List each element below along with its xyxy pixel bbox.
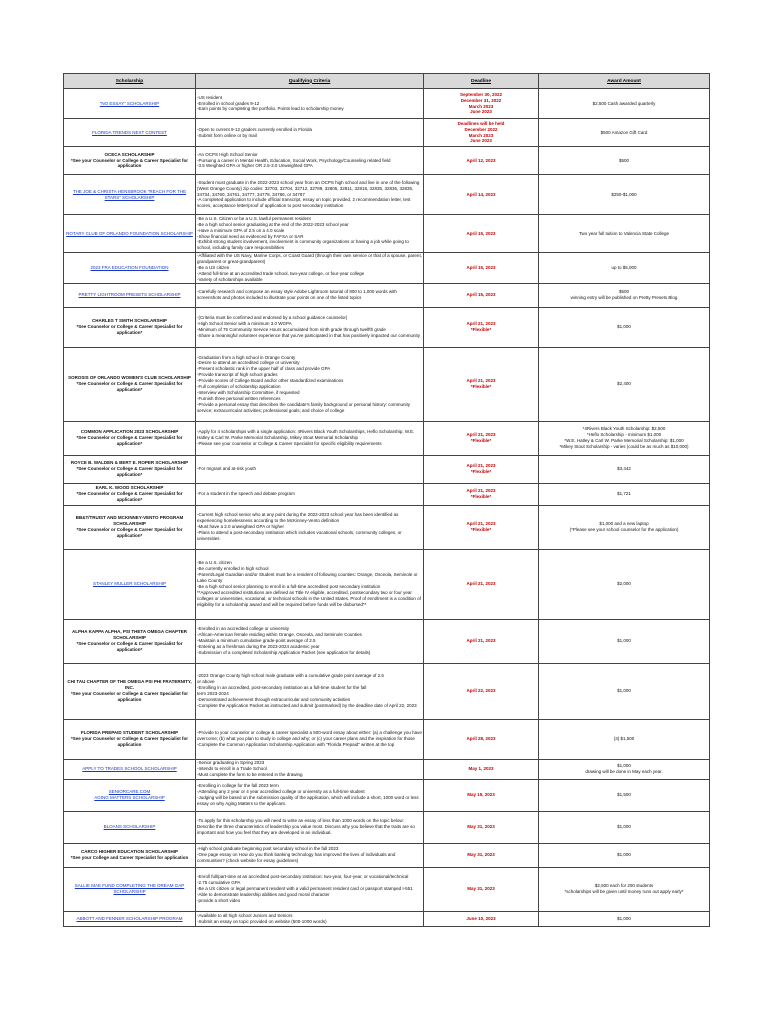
scholarship-table [63, 73, 710, 927]
criteria-cell: -Available to all high school Juniors and Seniors -Submit an essay on topic provided on website (500-1000 words) [196, 911, 424, 926]
award-cell: $1,000 [539, 843, 710, 867]
table-row [64, 283, 710, 307]
deadline-cell: May 31, 2023 [424, 811, 539, 843]
criteria-cell: -Carefully research and compose an essay style Adobe Lightroom tutorial of 800 to 1,000 words with screenshots and photos included to illustrate your points on one of the listed topics [196, 283, 424, 307]
table-row [64, 843, 710, 867]
table-row [64, 253, 710, 284]
award-cell: $500 Amazon Gift Card [539, 119, 710, 147]
scholarship-name[interactable]: 2023 FRA EDUCATION FOUNDATION [64, 253, 196, 284]
deadline-cell: April 15, 2023 [424, 215, 539, 253]
criteria-cell: -Graduation from a high school in Orange County -Desire to attend an accredited college or university -Present scholastic rank in the upper half of class and provide GPA -Provide transcript of high school grades -Provide scores of College Board and/or other standardized examinations -Full completion of scholarship application -Interview with Scholarship Committee, if requested -Furnish three personal written references -Provide a personal essay that describes the candidate's family background or personal history: community service; extracurricular activities; professional goals; and choice of college [196, 347, 424, 421]
scholarship-name[interactable]: SENIORCARE.COM AGING MATTERS SCHOLARSHIP [64, 779, 196, 811]
criteria-cell: -Enroll full/part-time at an accredited post-secondary institution: two-year, four-year, or vocational/technical -2.75 cumulative GPA -Be a US citizen or legal permanent resident with a valid permanent resident card or passport stamped I-551 -Able to demonstrate leadership abilities and good moral character -provide a short video [196, 867, 424, 911]
criteria-cell: -For a student in the speech and debate program [196, 483, 424, 505]
scholarship-name: CHI TAU CHAPTER OF THE OMEGA PSI PHI FRATERNITY, INC. *See your Counselor or College & Career Specialist for application [64, 663, 196, 719]
deadline-cell: April 21, 2023 [424, 549, 539, 619]
criteria-cell: -Enrolling in college for the fall 2023 term -Attending any 2 year or 4 year accredited college or university as a full-time student -Judging will be based on the submission quality of the application, which will include a short, 1000 word or less essay on why Aging Matters to the applicant. [196, 779, 424, 811]
deadline-cell: April 15, 2023 [424, 283, 539, 307]
criteria-cell: -To apply for this scholarship you will need to write an essay of less than 1000 words on the topic below: Describe the three characteristics of leadership you value most. Discuss why you believe that the traits are so important and how you feel that they are developed in an individual. [196, 811, 424, 843]
table-row [64, 619, 710, 663]
header-award: Award Amount [539, 74, 710, 89]
table-row [64, 505, 710, 549]
deadline-cell: April 21, 2023 [424, 619, 539, 663]
award-cell: $500 [539, 147, 710, 175]
deadline-cell: May 31, 2023 [424, 867, 539, 911]
scholarship-name: SOROSIS OF ORLANDO WOMEN'S CLUB SCHOLARSHIP *See Counselor or College & Career Specialist for application* [64, 347, 196, 421]
deadline-cell: April 22, 2023 [424, 663, 539, 719]
award-cell: $1,721 [539, 483, 710, 505]
criteria-cell: -Apply for 4 scholarships with a single application: 4Rivers Black Youth Scholarships, Heflo Scholarship, W.E. Hatley & Carl W. Parke Memorial Scholarship, Mikey Stout Memorial Scholarship -Please see your counselor or College & Career Specialist for specific eligibility requirements [196, 421, 424, 455]
scholarship-name: OCECA SCHOLARSHIP *See your Counselor or College & Career Specialist for application [64, 147, 196, 175]
table-row [64, 307, 710, 347]
scholarship-name[interactable]: APPLY TO TRADES SCHOOL SCHOLARSHIP [64, 759, 196, 779]
scholarship-name[interactable]: PRETTY LIGHTROOM PRESETS SCHOLARSHIP [64, 283, 196, 307]
criteria-cell: -US resident -Enrolled in school grades 9-12 -Earn points by completing the portfolio. Points lead to scholarship money [196, 89, 424, 119]
deadline-cell: April 12, 2023 [424, 147, 539, 175]
scholarship-name: ALPHA KAPPA ALPHA, PSI THETA OMEGA CHAPTER SCHOLARSHIP *See Counselor or College & Career Specialist for application* [64, 619, 196, 663]
scholarship-name: CARCO HIGHER EDUCATION SCHOLARSHIP *See your College and Career Specialist for application [64, 843, 196, 867]
criteria-cell: -Affiliated with the US Navy, Marine Corps, or Coast Guard (through their own service or that of a spouse, parent, grandparent or great-grandparent) -Be a US citizen -Attend full-time at an accredited trade school, two-year college, or four-year college -Variety of scholarships available [197, 253, 422, 282]
award-cell: $2,500 each for 200 students *scholarships will be given until money runs out apply early* [539, 867, 710, 911]
criteria-cell: -(Criteria must be confirmed and endorsed by a school guidance counselor) -High School Senior with a minimum 3.0 WGPA -Minimum of 75 Community Service Hours accumulated from ninth grade through twelfth grade -Share a meaningful volunteer experience that you've participated in that has positively impacted our community [196, 307, 424, 347]
award-cell: $500 winning entry will be published on Pretty Presets Blog [539, 283, 710, 307]
criteria-cell: -Open to current 9-12 graders currently enrolled in Florida -Submit form online or by mail [196, 119, 424, 147]
scholarship-name: COMMON APPLICATION 2023 SCHOLARSHIP *See Counselor or College & Career Specialist for application* [64, 421, 196, 455]
criteria-cell: -2023 Orange County high school male graduate with a cumulative grade point average of 2.5 or above -Enrolling in an accredited, post-secondary institution as a full-time student for the fall term 2023-2024 -Demonstrated achievement through extracurricular and community activities -Complete the Application Packet as instructed and submit (postmarked) by the deadline date of April 22, 2023 [196, 663, 424, 719]
award-cell: $2,400 [539, 347, 710, 421]
table-row [64, 89, 710, 119]
table-row [64, 663, 710, 719]
scholarship-name: EARL K. WOOD SCHOLARSHIP *See Counselor or College & Career Specialist for application* [64, 483, 196, 505]
criteria-cell: -Be a U.S. citizen -Be currently enrolled in high school -Parent/Legal Guardian and/or Student must be a resident of following counties: Orange, Osceola, Seminole or Lake County -Be a high school senior planning to enroll in a full-time accredited post secondary institution **Approved accredited institutions are defined as Title IV eligible, accredited, postsecondary two or four year colleges or universities, vocational, or technical schools in the United States. Proof of enrollment is a condition of eligibility for a scholarship award and will be required before funds will be disbursed** [196, 549, 424, 619]
scholarship-name[interactable]: STANLEY MULLER SCHOLARSHIP [64, 549, 196, 619]
criteria-cell: -Be a U.S. Citizen or be a U.S. lawful permanent resident -Be a high school senior graduating at the end of the 2022-2023 school year -Have a minimum GPA of 2.5 on a 4.0 scale -Show financial need as evidenced by FAFSA or SAR -Exhibit strong student involvement, involvement in community organizations or having a job while going to school, including family care responsibilities [196, 215, 424, 253]
scholarship-name[interactable]: "NO ESSAY" SCHOLARSHIP [64, 89, 196, 119]
deadline-cell: May 15, 2023 [424, 779, 539, 811]
scholarship-name[interactable]: SALLIE MAE FUND COMPLETING THE DREAM GAP SCHOLARSHIP [64, 867, 196, 911]
deadline-cell: April 21, 2023 *Flexible* [424, 483, 539, 505]
table-row [64, 811, 710, 843]
header-row [64, 74, 710, 89]
table-row [64, 455, 710, 483]
scholarship-name[interactable]: ABBOTT AND FENNER SCHOLARSHIP PROGRAM [64, 911, 196, 926]
table-row [64, 759, 710, 779]
table-row [64, 779, 710, 811]
table-row [64, 347, 710, 421]
deadline-cell: May 1, 2023 [424, 759, 539, 779]
header-criteria: Qualifying Criteria [196, 74, 424, 89]
deadline-cell: September 30, 2022 December 31, 2022 March 2023 June 2023 [424, 89, 539, 119]
award-cell: $2,000 [539, 549, 710, 619]
scholarship-name[interactable]: ROTARY CLUB OF ORLANDO FOUNDATION SCHOLARSHIP [64, 215, 196, 253]
table-row [64, 421, 710, 455]
criteria-cell: -Enrolled in an accredited college or university -African-American female residing within Orange, Osceola, and Seminole Counties -Maintain a minimum cumulative grade-point average of 2.5 -Entering as a freshman during the 2023-2024 academic year -Submission of a completed Scholarship Application Packet (see application for details) [196, 619, 424, 663]
award-cell: $1,000 and a new laptop (*Please see your school counselor for the application) [539, 505, 710, 549]
deadline-cell: April 21, 2023 *Flexible* [424, 455, 539, 483]
header-deadline: Deadline [424, 74, 539, 89]
deadline-cell: June 10, 2023 [424, 911, 539, 926]
award-cell: $2,500 Cash awarded quarterly [539, 89, 710, 119]
award-cell: *4Rivers Black Youth Scholarship: $2,500 *Heflo Scholarship - minimum $1,000 *W.E. Hatley & Carl W. Parke Memorial Scholarship: $1,000 *Mikey Stout Scholarship - varies (could be as much as $10,000) [539, 421, 710, 455]
award-cell: $250-$1,000 [539, 175, 710, 215]
deadline-cell: April 21, 2023 *Flexible* [424, 421, 539, 455]
scholarship-name[interactable]: FLORIDA TRENDS NEXT CONTEST [64, 119, 196, 147]
scholarship-name: ROYCE B. WALDEN & BERT E. ROPER SCHOLARSHIP *See Counselor or College & Career Specialist for application* [64, 455, 196, 483]
table-row [64, 483, 710, 505]
deadline-cell: April 21, 2023 *Flexible* [424, 307, 539, 347]
scholarship-name: BB&T/TRUIST AND MCKINNEY-VENTO PROGRAM SCHOLARSHIP *See Counselor or College & Career Specialist for application* [64, 505, 196, 549]
criteria-cell: -For migrant and at-risk youth [196, 455, 424, 483]
criteria-cell: -High school graduate beginning post secondary school in the fall 2023 -One page essay on How do you think banking technology has improved the lives of individuals and communities? (check website for essay guidelines) [196, 843, 424, 867]
scholarship-name: CHARLES T SMITH SCHOLARSHIP *See Counselor or College & Career Specialist for application* [64, 307, 196, 347]
criteria-cell: -Senior graduating in Spring 2023 -Intends to enroll in a Trade School -Must complete the form to be entered in the drawing [196, 759, 424, 779]
table-row [64, 147, 710, 175]
scholarship-name[interactable]: THE JOE & CHRISTA HENSBROOK "REACH FOR THE STARS" SCHOLARSHIP [64, 175, 196, 215]
table-row [64, 119, 710, 147]
deadline-cell: April 21, 2023 *Flexible* [424, 347, 539, 421]
criteria-cell: -Current high school senior who at any point during the 2022-2023 school year has been identified as experiencing homelessness according to the McKinney-Vento definition -Must have a 2.0 unweighted GPA or higher -Plans to attend a post-secondary institution which includes vocational schools, community colleges, or universities [196, 505, 424, 549]
award-cell: $1,000 [539, 911, 710, 926]
award-cell: $1,000 [539, 811, 710, 843]
table-body [64, 89, 710, 927]
award-cell: $1,000 [539, 619, 710, 663]
deadline-cell: April 21, 2023 *Flexible* [424, 505, 539, 549]
table-row [64, 719, 710, 759]
scholarship-name: FLORIDA PREPAID STUDENT SCHOLARSHIP *See your Counselor or College & Career Specialist for application [64, 719, 196, 759]
award-cell: $1,000 drawing will be done in May each year. [539, 759, 710, 779]
deadline-cell: April 15, 2023 [424, 253, 539, 284]
criteria-cell: -Provide to your counselor or college & career specialist a 500-word essay about either: (a) a challenge you have overcome; (b) what you plan to study in college and why; or (c) your career plans and the inspiration for those -Complete the Common Application Scholarship Application with "Florida Prepaid" written at the top [196, 719, 424, 759]
table-row [64, 549, 710, 619]
table-row [64, 867, 710, 911]
header-scholarship: Scholarship [64, 74, 196, 89]
table-row [64, 911, 710, 926]
deadline-cell: April 14, 2023 [424, 175, 539, 215]
scholarship-sheet [63, 73, 709, 927]
award-cell: $1,000 [539, 663, 710, 719]
award-cell: $3,442 [539, 455, 710, 483]
award-cell: (3) $1,500 [539, 719, 710, 759]
table-row [64, 175, 710, 215]
criteria-cell: -Student must graduate in the 2022-2023 school year from an OCPS high school and live in one of the following (West Orange County) zip codes: 32703, 32704, 32712, 32789, 32805, 32811, 32818, 32835, 32836, 32835, 34734, 34760, 34761, 34777, 34778, 34786, or 34787 -A completed application to include official transcript, essay on topic provided, 2 recommendation letter, test scores, acceptance letter/proof of application to post secondary institution [196, 175, 424, 215]
deadline-cell: May 31, 2023 [424, 843, 539, 867]
award-cell: $1,500 [539, 779, 710, 811]
award-cell: up to $5,000 [539, 253, 710, 284]
criteria-cell: -An OCPS High School Senior -Pursuing a career in Mental Health, Education, Social Work, Psychology/Counseling related field -3.5 Weighted GPA or higher OR 2.5-3.0 Unweighted GPA [196, 147, 424, 175]
award-cell: $1,000 [539, 307, 710, 347]
scholarship-name[interactable]: BLOANS SCHOLARSHIP [64, 811, 196, 843]
award-cell: Two year full tuition to Valencia State College [539, 215, 710, 253]
deadline-cell: April 28, 2023 [424, 719, 539, 759]
deadline-cell: Deadlines will be held December 2022 March 2023 June 2023 [424, 119, 539, 147]
table-row [64, 215, 710, 253]
